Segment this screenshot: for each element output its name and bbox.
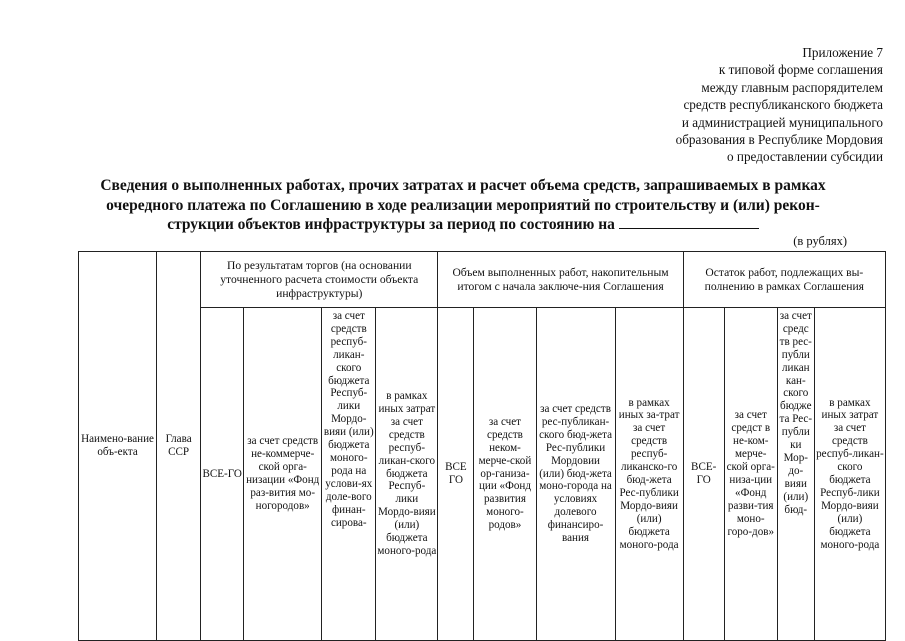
document-title bbox=[40, 176, 886, 235]
appendix-line: средств республиканского бюджета bbox=[683, 97, 883, 113]
header-chapter-ssr: Глава ССР bbox=[157, 252, 201, 641]
g2-total-header: ВСЕ ГО bbox=[438, 308, 474, 641]
header-object-name: Наимено-вание объ-екта bbox=[79, 252, 157, 641]
header-group-completed-works: Объем выполненных работ, накопительным итогом с начала заключе-ния Соглашения bbox=[438, 252, 683, 308]
appendix-line: образования в Республике Мордовия bbox=[675, 132, 883, 148]
units-label: (в рублях) bbox=[793, 234, 847, 248]
g1-republic-header bbox=[322, 308, 376, 641]
appendix-line: о предоставлении субсидии bbox=[727, 149, 883, 165]
g1-fund-header: за счет средств не-коммерче-ской орга-низации «Фонд раз-вития мо-ногородов» bbox=[244, 308, 322, 641]
g1-republic-text: за счет средств респуб-ликан-ского бюджета Респуб-лики Мордо-вияи (или) бюджета моного-рода на услови-ях доле-вого финан-сирова- bbox=[323, 310, 374, 529]
title-line-3-text: струкции объектов инфраструктуры за период по состоянию на bbox=[167, 216, 615, 233]
g3-total-header: ВСЕ-ГО bbox=[683, 308, 724, 641]
appendix-line: между главным распорядителем bbox=[701, 79, 883, 95]
g3-other-header: в рамках иных затрат за счет средств респуб-ликан-ского бюджета Респуб-лики Мордо-вияи (или) бюджета моного-рода bbox=[814, 308, 885, 641]
appendix-line: и администрацией муниципального bbox=[681, 114, 883, 130]
header-group-tender-results: По результатам торгов (на основании уточненного расчета стоимости объекта инфраструктуры) bbox=[201, 252, 438, 308]
g2-fund-header: за счет средств неком-мерче-ской ор-ганиза-ции «Фонд развития моного-родов» bbox=[474, 308, 536, 641]
title-line-2: очередного платежа по Соглашению в ходе реализации мероприятий по строительству и (или) рекон- bbox=[106, 196, 820, 214]
g2-other-header: в рамках иных за-трат за счет средств респуб-ликанско-го бюд-жета Рес-публики Мордо-вияи (или) бюджета моного-рода bbox=[615, 308, 683, 641]
g1-total-header: ВСЕ-ГО bbox=[201, 308, 244, 641]
header-group-remaining-works: Остаток работ, подлежащих вы-полнению в рамках Соглашения bbox=[683, 252, 885, 308]
date-blank-line bbox=[619, 215, 759, 229]
appendix-line: Приложение 7 bbox=[802, 45, 883, 60]
title-line-3 bbox=[40, 215, 886, 235]
report-table bbox=[78, 251, 886, 641]
appendix-line: к типовой форме соглашения bbox=[718, 62, 883, 78]
g3-fund-header: за счет средст в не-ком-мерче-ской орга-низа-ции «Фонд разви-тия моно-горо-дов» bbox=[724, 308, 777, 641]
g2-republic-header: за счет средств рес-публикан-ского бюд-жета Рес-публики Мордовии (или) бюд-жета моно-города на условиях долевого финансиро-вания bbox=[536, 308, 615, 641]
g1-other-header: в рамках иных затрат за счет средств респуб-ликан-ского бюджета Респуб-лики Мордо-вияи (или) бюджета моного-рода bbox=[376, 308, 438, 641]
g3-republic-header bbox=[777, 308, 814, 641]
title-line-1: Сведения о выполненных работах, прочих затратах и расчет объема средств, запрашиваемых в рамках bbox=[100, 177, 826, 194]
g3-republic-text: за счет средс тв рес-публи ликан кан-ского бюдже та Рес-публи ки Мор-до-вияи (или) бюд- bbox=[779, 310, 813, 516]
appendix-header bbox=[523, 44, 883, 166]
